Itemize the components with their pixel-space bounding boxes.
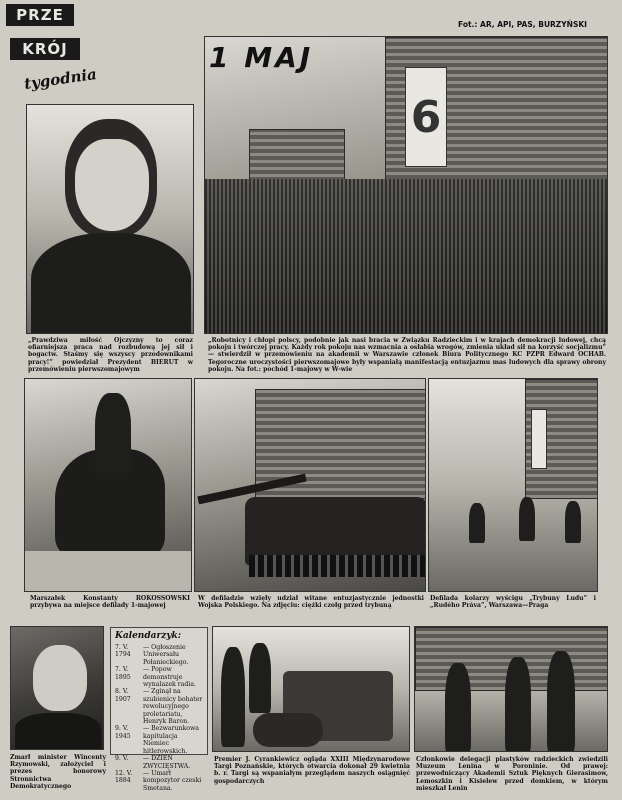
cyclist-3 — [565, 501, 581, 543]
calendar-text: — Zginął na szubienicy bohater rewolucyjnego proletariatu, Henryk Baron. — [143, 688, 203, 726]
calendar-date: 7. V. 1895 — [115, 666, 131, 681]
tank-tracks — [249, 555, 425, 577]
portrait-face — [75, 139, 149, 231]
main-caption: „Robotnicy i chłopi polscy, podobnie jak nasi bracia w Związku Radzieckim i w krajach demokracji ludowej, chcą pokoju i twórczej pracy. Każdy rok pokoju nas wzmacnia a osłabia wrogów, zmienia układ sił na korzyść socjalizmu” — stwierdził w przemówieniu na akademii w Warszawie członek Biura Politycznego KC PZPR Edward OCHAB. Tegoroczne uroczystości pierwszomajowe były wspaniałą manifestacją entuzjazmu mas ludowych dla sprawy obrony pokoju. Na fot.: pochód 1-majowy w W-wie — [208, 337, 606, 373]
logo-line2: KRÓJ — [22, 40, 68, 58]
calendar-text: — Umarł kompozytor czeski Smetana. — [143, 769, 202, 792]
marshal-figure — [95, 393, 131, 473]
calendar-text: — Ogłoszenie Uniwersału Połanieckiego. — [143, 644, 189, 666]
delegate-3 — [547, 651, 575, 752]
calendar-entry — [115, 666, 203, 688]
may-day-main-photo — [204, 36, 608, 334]
portrait-suit — [31, 233, 191, 334]
logo-top — [6, 4, 74, 26]
logo-bottom — [10, 38, 80, 60]
logo-subtitle: tygodnia — [23, 65, 98, 93]
delegate-1 — [445, 663, 471, 752]
cyclists-photo — [428, 378, 598, 592]
main-photo-title: 1 MAJ — [209, 41, 314, 74]
calendar-date: 9. V. 1945 — [115, 725, 131, 740]
logo-line1: PRZE — [16, 6, 64, 24]
calendar-date: 7. V. 1794 — [115, 644, 131, 659]
street-ground — [25, 551, 192, 591]
calendar-date: 12. V. 1884 — [115, 769, 133, 785]
fair-visitor-2 — [249, 643, 271, 713]
marshal-photo — [24, 378, 192, 592]
calendar-entry — [115, 644, 203, 666]
cyclist-1 — [469, 503, 485, 543]
minister-suit — [15, 713, 101, 750]
delegate-2 — [505, 657, 531, 752]
crowd — [205, 179, 607, 333]
calendar-date: 8. V. 1907 — [115, 688, 131, 703]
calendar-text: — DZIEŃ ZWYCIĘSTWA. — [143, 755, 191, 770]
minister-head — [33, 645, 87, 711]
number-six-banner — [405, 67, 447, 167]
calendar-text: — Bezwarunkowa kapitulacja Niemiec hitlerowskich. — [143, 725, 199, 755]
cyclist-2 — [519, 497, 535, 541]
minister-portrait-photo — [10, 626, 104, 750]
delegation-caption: Członkowie delegacji plastyków radzieckich zwiedzili Muzeum Lenina w Poroninie. Od prawej: przewodniczący Akademii Sztuk Pięknych Gierasimow, Lemoszkin i Kisielew przed domkiem, w którym mieszkał Lenin — [416, 756, 608, 792]
calendar-title: Kalendarzyk: — [115, 631, 182, 641]
cyclists-caption: Defilada kolarzy wyścigu „Trybuny Ludu” i „Rudého Práva”, Warszawa—Praga — [430, 595, 596, 610]
banner-number: 6 — [410, 92, 442, 143]
tank-photo — [194, 378, 426, 592]
fair-visitor-1 — [221, 647, 245, 747]
poznan-fair-photo — [212, 626, 410, 752]
calendar-entry — [115, 725, 203, 755]
portrait-caption: „Prawdziwa miłość Ojczyzny to coraz ofiarniejsza praca nad rozbudową jej sił i bogactw. Staśmy się wszyscy przodownikami pracy!” powiedział Prezydent BIERUT w przemówieniu pierwszomajowym — [28, 337, 193, 373]
fair-caption: Premier J. Cyrankiewicz ogląda XXIII Międzynarodowe Targi Poznańskie, których otwarcia dokonał 29 kwietnia b. r. Targi są wspaniałym przeglądem naszych osiągnięć gospodarczych — [214, 756, 410, 785]
marshal-caption: Marszałek Konstanty ROKOSSOWSKI przybywa na miejsce defilady 1-majowej — [30, 595, 190, 610]
calendar-date: 9. V. — [115, 755, 129, 763]
president-portrait-photo — [26, 104, 194, 334]
calendar-text: — Popow demonstruje wynalazek radia. — [143, 666, 197, 689]
tank-caption: W defiladzie wzięły udział witane entuzjastycznie jednostki Wojska Polskiego. Na zdjęciu: ciężki czołg przed trybuną — [198, 595, 424, 610]
cyclists-number-banner — [531, 409, 547, 469]
calendar-box — [110, 627, 208, 792]
calendar-entry — [115, 688, 203, 725]
calendar-entry — [115, 755, 203, 770]
photo-credits: Fot.: AR, API, PAS, BURZYŃSKI — [458, 20, 587, 29]
lenin-museum-photo — [414, 626, 608, 752]
calendar-entry — [115, 770, 203, 792]
fair-roller — [253, 713, 323, 747]
minister-caption: Zmarł minister Wincenty Rzymowski, założyciel i prezes honorowy Stronnictwa Demokratycznego — [10, 754, 106, 790]
